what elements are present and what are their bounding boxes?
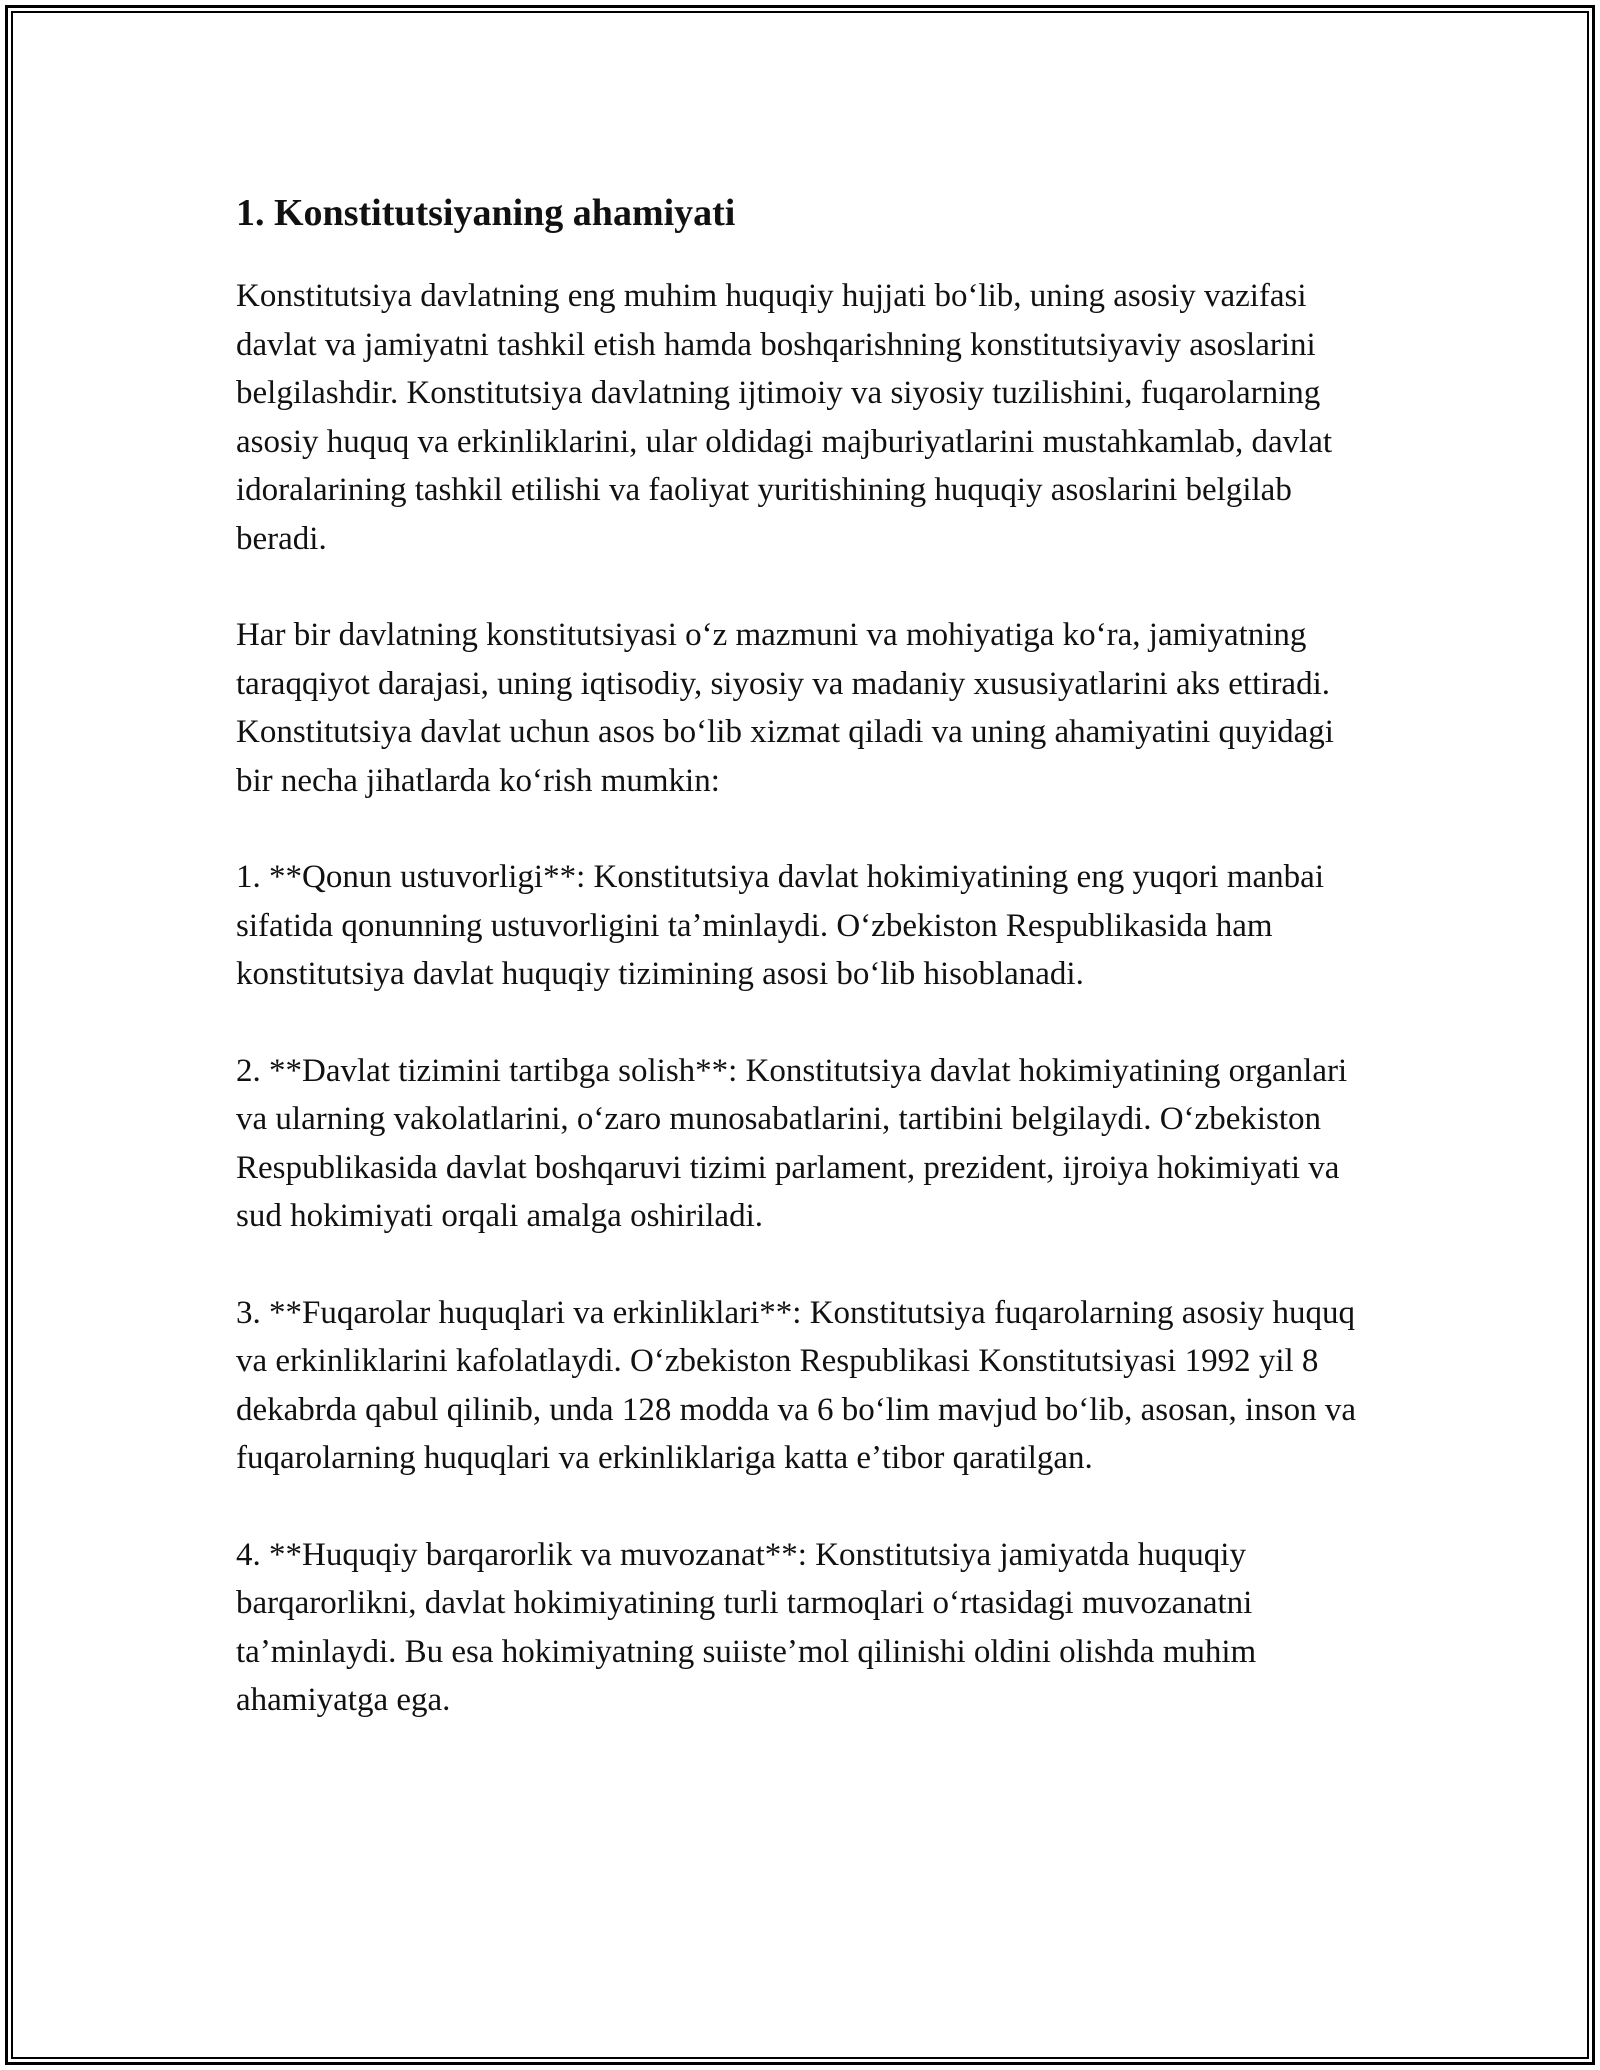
intro-paragraph: Konstitutsiya davlatning eng muhim huquqiy hujjati boʻlib, uning asosiy vazifasi davlat va jamiyatni tashkil etish hamda boshqarishning konstitutsiyaviy asoslarini belgilashdir. Konstitutsiya davlatning ijtimoiy va siyosiy tuzilishini, fuqarolarning asosiy huquq va erkinliklarini, ular oldidagi majburiyatlarini mustahkamlab, davlat idoralarining tashkil etilishi va faoliyat yuritishining huquqiy asoslarini belgilab beradi.	[236, 278, 1333, 557]
section-title: 1. Konstitutsiyaning ahamiyati	[236, 192, 736, 234]
document-body	[236, 186, 1366, 1773]
point-1-paragraph: 1. **Qonun ustuvorligi**: Konstitutsiya davlat hokimiyatining eng yuqori manbai sifatida qonunning ustuvorligini taʼminlaydi. Oʻzbekiston Respublikasida ham konstitutsiya davlat huquqiy tizimining asosi boʻlib hisoblanadi.	[236, 859, 1324, 992]
point-2-paragraph: 2. **Davlat tizimini tartibga solish**: Konstitutsiya davlat hokimiyatining organlari va ularning vakolatlarini, oʻzaro munosabatlarini, tartibini belgilaydi. Oʻzbekiston Respublikasida davlat boshqaruvi tizimi parlament, prezident, ijroiya hokimiyati va sud hokimiyati orqali amalga oshiriladi.	[236, 1052, 1348, 1234]
point-4-paragraph: 4. **Huquqiy barqarorlik va muvozanat**: Konstitutsiya jamiyatda huquqiy barqarorlikni, davlat hokimiyatining turli tarmoqlari oʻrtasidagi muvozanatni taʼminlaydi. Bu esa hokimiyatning suiisteʼmol qilinishi oldini olishda muhim ahamiyatga ega.	[236, 1536, 1257, 1718]
point-3-paragraph: 3. **Fuqarolar huquqlari va erkinliklari**: Konstitutsiya fuqarolarning asosiy huquq va erkinliklarini kafolatlaydi. Oʻzbekiston Respublikasi Konstitutsiyasi 1992 yil 8 dekabrda qabul qilinib, unda 128 modda va 6 boʻlim mavjud boʻlib, asosan, inson va fuqarolarning huquqlari va erkinliklariga katta eʼtibor qaratilgan.	[236, 1294, 1356, 1476]
context-paragraph: Har bir davlatning konstitutsiyasi oʻz mazmuni va mohiyatiga koʻra, jamiyatning taraqqiyot darajasi, uning iqtisodiy, siyosiy va madaniy xususiyatlarini aks ettiradi. Konstitutsiya davlat uchun asos boʻlib xizmat qiladi va uning ahamiyatini quyidagi bir necha jihatlarda koʻrish mumkin:	[236, 617, 1334, 799]
